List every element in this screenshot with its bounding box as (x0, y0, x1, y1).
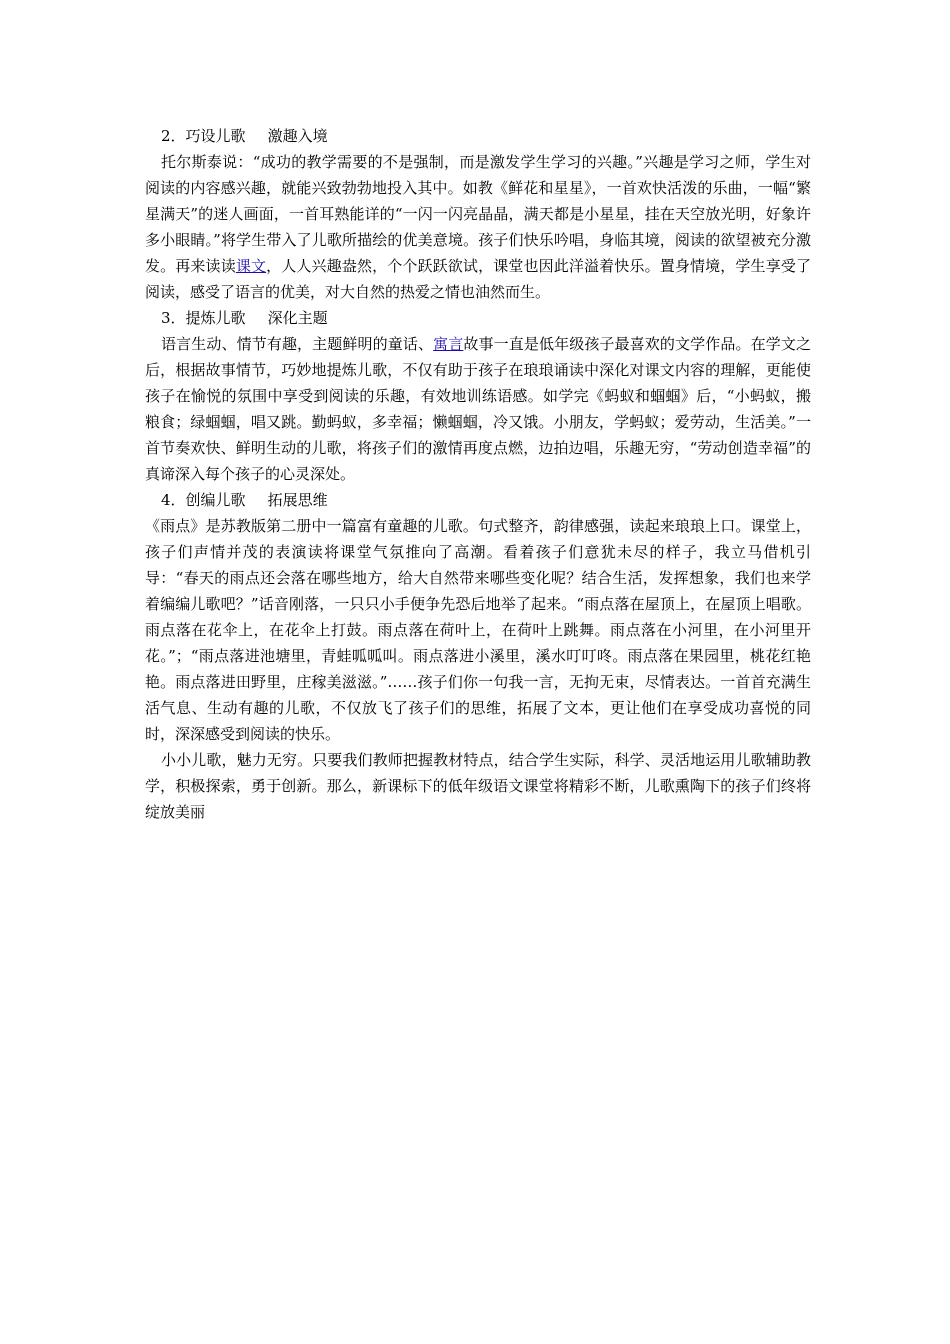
section-3-heading (145, 305, 811, 331)
section-2-paragraph (145, 149, 811, 305)
section-2-text-b: ，人人兴趣盎然，个个跃跃欲试，课堂也因此洋溢着快乐。置身情境，学生享受了阅读，感受了语言的优美，对大自然的热爱之情也油然而生。 (145, 257, 811, 301)
section-3-paragraph (145, 331, 811, 487)
section-4-number: 4． (161, 491, 186, 509)
section-3-text-a: 语言生动、情节有趣，主题鲜明的童话、 (161, 335, 434, 353)
kewen-link[interactable]: 课文 (235, 257, 267, 275)
section-2-heading (145, 123, 811, 149)
section-3-title-a: 提炼儿歌 (185, 309, 246, 327)
section-4-paragraph: 《雨点》是苏教版第二册中一篇富有童趣的儿歌。句式整齐，韵律感强，读起来琅琅上口。课堂上，孩子们声情并茂的表演读将课堂气氛推向了高潮。看着孩子们意犹未尽的样子，我立马借机引导：“春天的雨点还会落在哪些地方，给大自然带来哪些变化呢？结合生活，发挥想象，我们也来学着编编儿歌吧？”话音刚落，一只只小手便争先恐后地举了起来。“雨点落在屋顶上，在屋顶上唱歌。雨点落在花伞上，在花伞上打鼓。雨点落在荷叶上，在荷叶上跳舞。雨点落在小河里，在小河里开花。”；“雨点落进池塘里，青蛙呱呱叫。雨点落进小溪里，溪水叮叮咚。雨点落在果园里，桃花红艳艳。雨点落进田野里，庄稼美滋滋。”……孩子们你一句我一言，无拘无束，尽情表达。一首首充满生活气息、生动有趣的儿歌，不仅放飞了孩子们的思维，拓展了文本，更让他们在享受成功喜悦的同时，深深感受到阅读的快乐。 (145, 517, 811, 743)
document-page (145, 123, 811, 825)
section-2-title-b: 激趣入境 (267, 127, 328, 145)
section-4-title-a: 创编儿歌 (185, 491, 246, 509)
section-3-title-b: 深化主题 (267, 309, 328, 327)
section-2-number: 2． (161, 127, 186, 145)
section-2-title-a: 巧设儿歌 (185, 127, 246, 145)
yuyan-link[interactable]: 寓言 (433, 335, 464, 353)
section-4-title-b: 拓展思维 (267, 491, 328, 509)
conclusion-paragraph: 小小儿歌，魅力无穷。只要我们教师把握教材特点，结合学生实际，科学、灵活地运用儿歌辅助教学，积极探索，勇于创新。那么，新课标下的低年级语文课堂将精彩不断，儿歌熏陶下的孩子们终将绽放美丽 (145, 751, 811, 821)
section-4-heading (145, 487, 811, 513)
section-2-text-a: 托尔斯泰说：“成功的教学需要的不是强制，而是激发学生学习的兴趣。”兴趣是学习之师，学生对阅读的内容感兴趣，就能兴致勃勃地投入其中。如教《鲜花和星星》，一首欢快活泼的乐曲，一幅“繁星满天”的迷人画面，一首耳熟能详的“一闪一闪亮晶晶，满天都是小星星，挂在天空放光明，好象许多小眼睛。”将学生带入了儿歌所描绘的优美意境。孩子们快乐吟唱，身临其境，阅读的欲望被充分激发。再来读读 (145, 153, 811, 275)
section-3-text-b: 故事一直是低年级孩子最喜欢的文学作品。在学文之后，根据故事情节，巧妙地提炼儿歌，不仅有助于孩子在琅琅诵读中深化对课文内容的理解，更能使孩子在愉悦的氛围中享受到阅读的乐趣，有效地训练语感。如学完《蚂蚁和蝈蝈》后，“小蚂蚁，搬粮食；绿蝈蝈，唱又跳。勤蚂蚁，多幸福；懒蝈蝈，冷又饿。小朋友，学蚂蚁；爱劳动，生活美。”一首节奏欢快、鲜明生动的儿歌，将孩子们的激情再度点燃，边拍边唱，乐趣无穷，“劳动创造幸福”的真谛深入每个孩子的心灵深处。 (145, 335, 811, 483)
section-3-number: 3． (161, 309, 186, 327)
